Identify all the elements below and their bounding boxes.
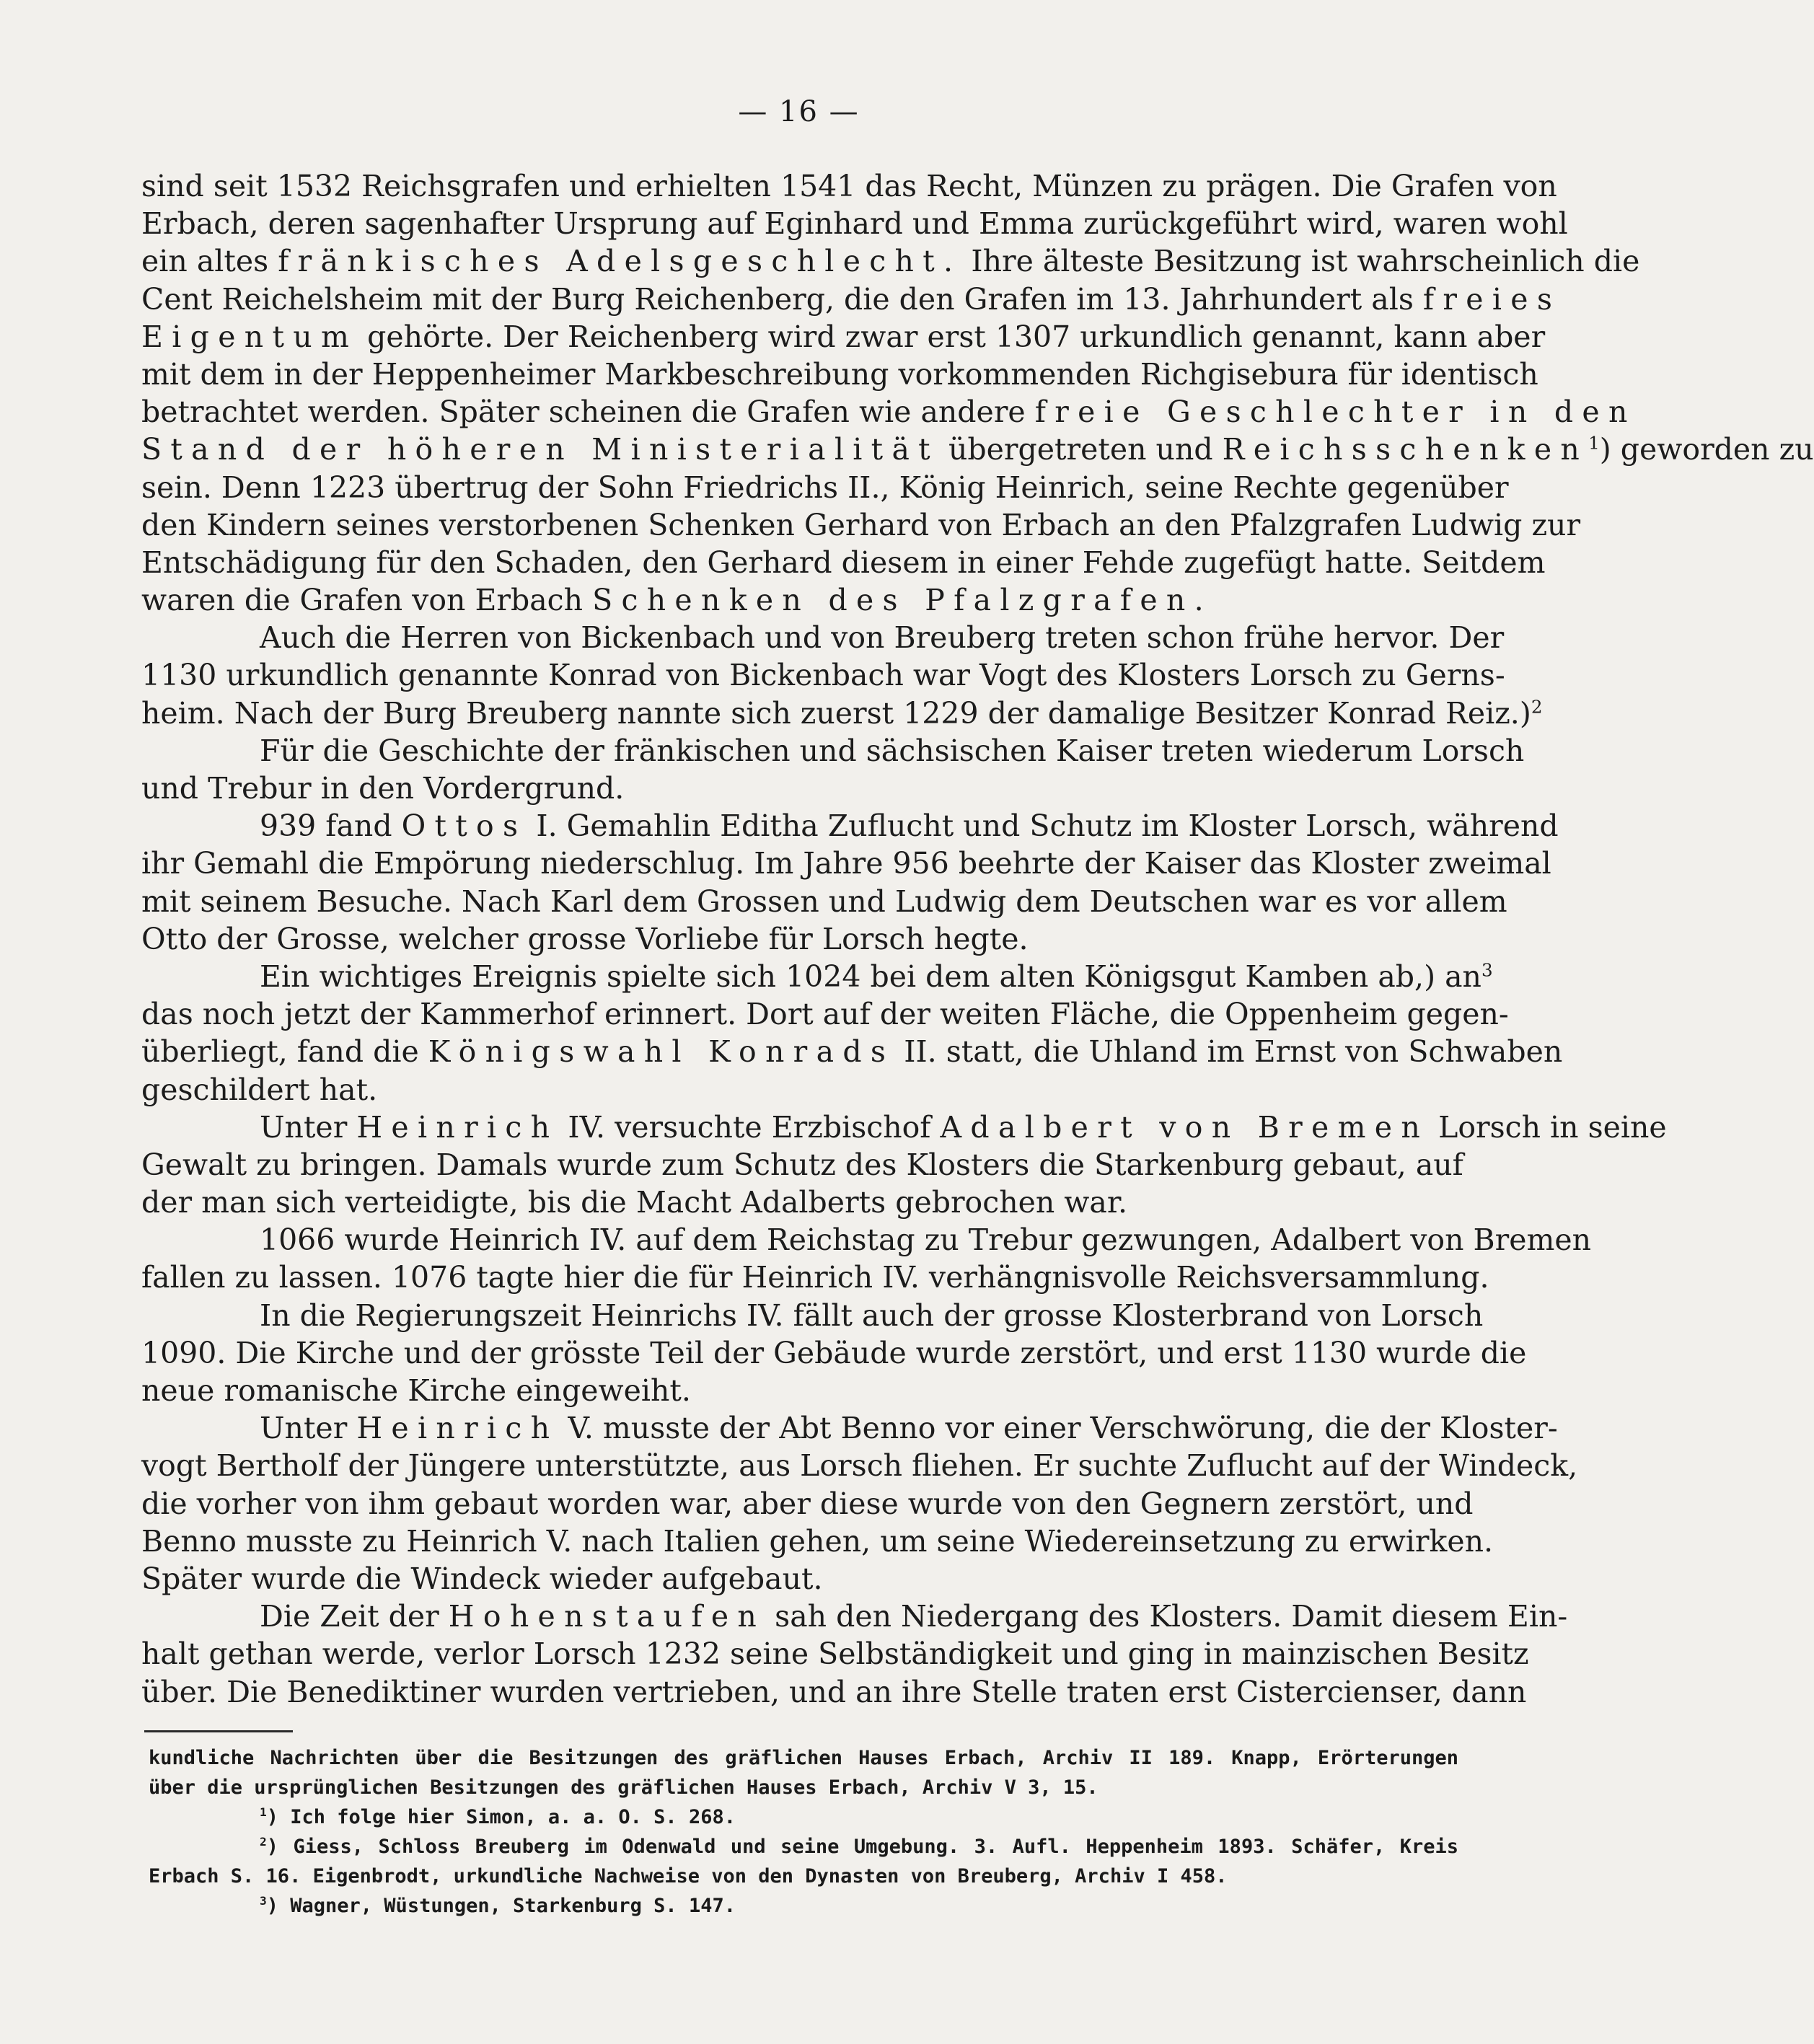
line-text: ihr Gemahl die Empörung niederschlug. Im Jahre 956 beehrte der Kaiser das Kloster zweimal <box>141 846 1551 881</box>
line-text: Die Zeit der <box>260 1599 449 1634</box>
text-line <box>141 1560 1460 1598</box>
footnote-number: 3 <box>260 1894 267 1908</box>
text-line <box>141 1109 1667 1146</box>
text-line <box>141 1523 1494 1560</box>
line-text: und Trebur in den Vordergrund. <box>141 771 625 806</box>
text-line <box>141 1334 1527 1372</box>
line-text: über. Die Benediktiner wurden vertrieben, und an ihre Stelle traten erst Cistercienser, dann <box>141 1674 1527 1709</box>
body-text <box>141 167 1814 1711</box>
line-text: Otto der Grosse, welcher grosse Vorliebe für Lorsch hegte. <box>141 921 1029 956</box>
line-text: übergetreten und <box>938 432 1223 467</box>
text-line <box>141 1184 1460 1221</box>
line-text: ) geworden zu <box>1599 432 1814 467</box>
text-line <box>141 883 1507 920</box>
line-text: den Kindern seines verstorbenen Schenken Gerhard von Erbach an den Pfalzgrafen Ludwig zur <box>141 507 1581 542</box>
text-line <box>141 581 1460 619</box>
line-text: der man sich verteidigte, bis die Macht Adalberts gebrochen war. <box>141 1185 1127 1220</box>
line-text: heim. Nach der Burg Breuberg nannte sich zuerst 1229 der damalige Besitzer Konrad Reiz. <box>141 695 1520 731</box>
line-text: II. statt, die Uhland im Ernst von Schwaben <box>894 1034 1563 1070</box>
footnotes <box>149 1743 1458 1921</box>
line-text: Ihre älteste Besitzung ist wahrscheinlich die <box>961 244 1640 279</box>
text-line <box>141 544 1546 581</box>
text-line <box>141 1598 1568 1635</box>
line-text: vogt Bertholf der Jüngere unterstützte, aus Lorsch fliehen. Er suchte Zuflucht auf der Windeck, <box>141 1448 1578 1484</box>
line-text: sind seit 1532 Reichsgrafen und erhielten 1541 das Recht, Münzen zu prägen. Die Grafen von <box>141 169 1557 203</box>
text-line <box>141 619 1505 656</box>
footnote-marker: 2 <box>1531 695 1543 717</box>
text-line <box>141 393 1637 431</box>
line-text: In die Regierungszeit Heinrichs IV. fällt auch der grosse Klosterbrand von Lorsch <box>260 1298 1484 1333</box>
spaced-emphasis: Heinrich <box>356 1109 559 1145</box>
line-text: 1130 urkundlich genannte Konrad von Bickenbach war Vogt des Klosters Lorsch zu Gerns- <box>141 658 1505 693</box>
text-line <box>141 732 1525 770</box>
text-line <box>141 807 1559 845</box>
spaced-emphasis: Ottos <box>401 809 527 844</box>
line-text: halt gethan werde, verlor Lorsch 1232 seine Selbständigkeit und ging in mainzischen Besitz <box>141 1636 1529 1672</box>
text-line <box>141 845 1551 882</box>
footnote-text: ) Giess, Schloss Breuberg im Odenwald und seine Umgebung. 3. Aufl. Heppenheim 1893. Schäfer, Kreis <box>266 1836 1458 1858</box>
footnote-line <box>149 1802 1458 1832</box>
spaced-emphasis: Königswahl Konrads <box>428 1034 895 1070</box>
text-line <box>141 1409 1558 1447</box>
spaced-emphasis: freie Geschlechter in den <box>1034 395 1637 430</box>
line-text: betrachtet werden. Später scheinen die Grafen wie andere <box>141 395 1035 430</box>
text-line <box>141 431 1814 468</box>
text-line <box>141 167 1557 205</box>
line-text: waren die Grafen von Erbach <box>141 583 593 618</box>
line-text: Gewalt zu bringen. Damals wurde zum Schutz des Klosters die Starkenburg gebaut, auf <box>141 1147 1463 1182</box>
spaced-emphasis: Reichsschenken <box>1222 432 1589 467</box>
text-line <box>141 318 1546 356</box>
footnote-line <box>149 1862 1458 1891</box>
line-text: Entschädigung für den Schaden, den Gerhard diesem in einer Fehde zugefügt hatte. Seitdem <box>141 545 1546 580</box>
line-text: V. musste der Abt Benno vor einer Verschwörung, die der Kloster- <box>558 1411 1558 1446</box>
text-line <box>141 995 1509 1033</box>
line-text: ) <box>1519 695 1531 731</box>
text-line <box>141 1447 1578 1484</box>
footnote-marker: 3 <box>1481 959 1493 981</box>
text-line <box>141 1146 1463 1184</box>
line-text: Unter <box>260 1411 357 1446</box>
line-text: neue romanische Kirche eingeweiht. <box>141 1373 691 1408</box>
text-line <box>141 695 1543 732</box>
text-line <box>141 469 1509 506</box>
footnote-text: Erbach S. 16. Eigenbrodt, urkundliche Nachweise von den Dynasten von Breuberg, Archiv I 458. <box>149 1865 1228 1887</box>
line-text: mit seinem Besuche. Nach Karl dem Grossen und Ludwig dem Deutschen war es vor allem <box>141 884 1507 919</box>
text-line <box>141 958 1493 995</box>
text-line <box>141 242 1640 280</box>
line-text: fallen zu lassen. 1076 tagte hier die für Heinrich IV. verhängnisvolle Reichsversammlung. <box>141 1260 1489 1295</box>
line-text: Auch die Herren von Bickenbach und von Breuberg treten schon frühe hervor. Der <box>260 620 1505 656</box>
spaced-emphasis: Eigentum <box>141 319 358 354</box>
footnote-line <box>149 1891 1458 1921</box>
footnote-line <box>149 1832 1458 1862</box>
footnote-number: 2 <box>260 1835 267 1849</box>
spaced-emphasis: freies <box>1422 281 1562 317</box>
footnote-line <box>149 1743 1458 1773</box>
line-text: Benno musste zu Heinrich V. nach Italien gehen, um seine Wiedereinsetzung zu erwirken. <box>141 1523 1494 1559</box>
text-line <box>141 1259 1489 1296</box>
line-text: sah den Niedergang des Klosters. Damit diesem Ein- <box>765 1599 1568 1634</box>
line-text: I. Gemahlin Editha Zuflucht und Schutz im Kloster Lorsch, während <box>527 809 1559 844</box>
line-text: ein altes <box>141 244 278 279</box>
text-line <box>141 1221 1592 1259</box>
footnote-marker: 1 <box>1588 432 1600 454</box>
line-text: die vorher von ihm gebaut worden war, aber diese wurde von den Gegnern zerstört, und <box>141 1486 1474 1521</box>
line-text: Ein wichtiges Ereignis spielte sich 1024 bei dem alten Königsgut Kamben ab, <box>260 959 1425 994</box>
footnote-text: kundliche Nachrichten über die Besitzungen des gräflichen Hauses Erbach, Archiv II 189. Knapp, Erörterungen <box>149 1747 1458 1769</box>
spaced-emphasis: Adalbert von Bremen <box>940 1109 1430 1145</box>
line-text: sein. Denn 1223 übertrug der Sohn Friedrichs II., König Heinrich, seine Rechte gegenüber <box>141 470 1509 505</box>
text-line <box>141 1673 1527 1711</box>
line-text: Für die Geschichte der fränkischen und sächsischen Kaiser treten wiederum Lorsch <box>260 733 1525 768</box>
line-text: Cent Reichelsheim mit der Burg Reichenberg, die den Grafen im 13. Jahrhundert als <box>141 281 1423 317</box>
line-text: Unter <box>260 1109 357 1145</box>
text-line <box>141 356 1538 393</box>
line-text: 939 fand <box>260 809 402 844</box>
spaced-emphasis: Heinrich <box>356 1411 559 1446</box>
footnote-line <box>149 1773 1458 1802</box>
line-text: IV. versuchte Erzbischof <box>558 1109 941 1145</box>
spaced-emphasis: Hohenstaufen <box>448 1599 766 1634</box>
spaced-emphasis: Schenken des Pfalzgrafen. <box>592 583 1212 618</box>
line-text: 1090. Die Kirche und der grösste Teil der Gebäude wurde zerstört, und erst 1130 wurde die <box>141 1335 1527 1370</box>
text-line <box>141 1033 1563 1070</box>
line-text: geschildert hat. <box>141 1072 378 1107</box>
text-line <box>141 920 1460 958</box>
footnote-text: ) Wagner, Wüstungen, Starkenburg S. 147. <box>266 1895 736 1917</box>
text-line <box>141 770 1460 807</box>
line-text: Später wurde die Windeck wieder aufgebaut. <box>141 1561 823 1596</box>
text-line <box>141 205 1568 242</box>
line-text: mit dem in der Heppenheimer Markbeschreibung vorkommenden Richgisebura für identisch <box>141 356 1538 392</box>
spaced-emphasis: fränkisches Adelsgeschlecht. <box>278 244 962 279</box>
footnote-text: über die ursprünglichen Besitzungen des gräflichen Hauses Erbach, Archiv V 3, 15. <box>149 1776 1098 1799</box>
footnote-text: ) Ich folge hier Simon, a. a. O. S. 268. <box>266 1806 736 1828</box>
footnote-divider <box>144 1730 293 1732</box>
line-text: Erbach, deren sagenhafter Ursprung auf Eginhard und Emma zurückgeführt wird, waren wohl <box>141 206 1568 242</box>
line-text: 1066 wurde Heinrich IV. auf dem Reichstag zu Trebur gezwungen, Adalbert von Bremen <box>260 1223 1592 1258</box>
text-line <box>141 506 1581 544</box>
line-text: Lorsch in seine <box>1429 1109 1667 1145</box>
line-text: ) an <box>1424 959 1481 994</box>
spaced-emphasis: Stand der höheren Ministerialität <box>141 432 939 467</box>
text-line <box>141 1372 1460 1409</box>
line-text: das noch jetzt der Kammerhof erinnert. Dort auf der weiten Fläche, die Oppenheim gegen- <box>141 997 1509 1032</box>
text-line <box>141 281 1562 318</box>
page-number: — 16 — <box>738 95 860 128</box>
footnote-number: 1 <box>260 1805 267 1819</box>
text-line <box>141 1485 1474 1523</box>
text-line <box>141 1635 1529 1673</box>
text-line <box>141 1071 1460 1109</box>
line-text: überliegt, fand die <box>141 1034 428 1070</box>
text-line <box>141 1297 1484 1334</box>
text-line <box>141 656 1505 694</box>
line-text: gehörte. Der Reichenberg wird zwar erst 1307 urkundlich genannt, kann aber <box>358 319 1546 354</box>
